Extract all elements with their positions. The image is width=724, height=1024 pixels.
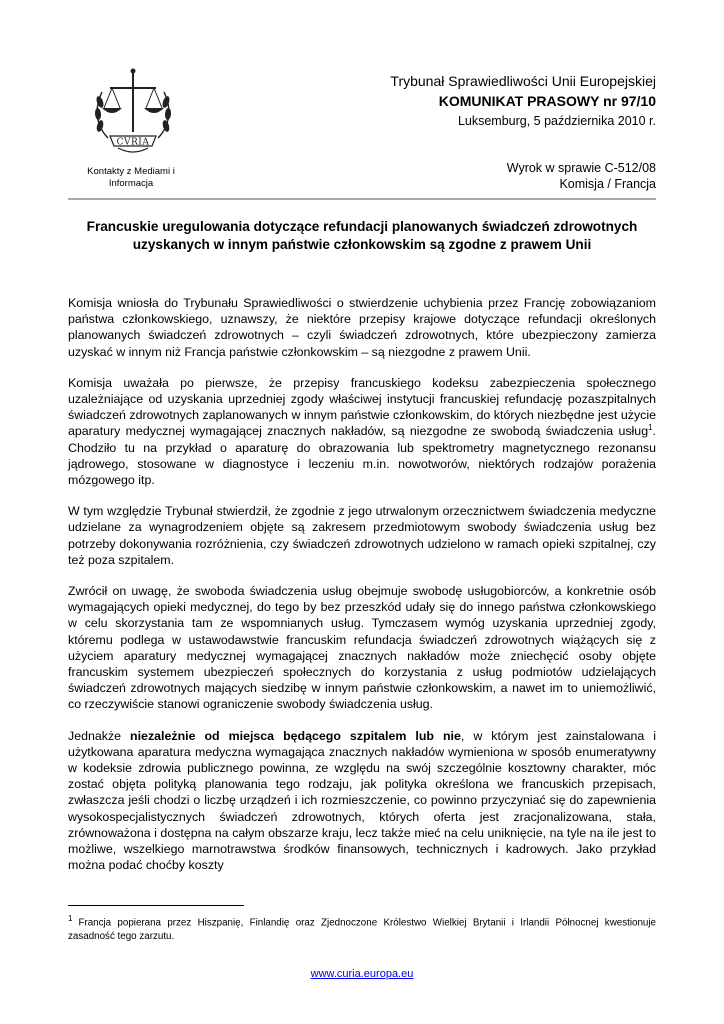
footnote-ref-1: 1 [648, 423, 653, 433]
footer [0, 968, 724, 980]
place-date: Luksemburg, 5 października 2010 r. [457, 114, 656, 128]
court-header [216, 72, 656, 130]
logo-text: CVRIA [116, 137, 150, 148]
curia-logo [88, 66, 178, 158]
curia-website-link[interactable]: www.curia.europa.eu [310, 968, 414, 980]
press-release-title: Francuskie uregulowania dotyczące refundacji planowanych świadczeń zdrowotnych uzyskanych w innym państwie członkowskim są zgodne z prawem Unii [86, 219, 638, 252]
paragraph-5-text-a: Jednakże [68, 728, 131, 743]
paragraph-2-text-b: . Chodziło tu na przykład o aparaturę do obrazowania lub spektrometry magnetycznego rezonansu jądrowego, stosowane w diagnostyce i leczeniu m.in. nowotworów, niektórych rodzajów porażenia mózgowego itp. [68, 424, 656, 488]
contact-line-2: Informacja [108, 178, 154, 189]
paragraph-4: Zwrócił on uwagę, że swoboda świadczenia usług obejmuje swobodę usługobiorców, a konkretnie osób wymagających opieki medycznej, do tego by bez przeszkód udały się do innego państwa członkowskiego w celu skorzystania tam ze wspomnianych usług. Tymczasem wymóg uzyskania uprzedniej zgody, któremu podlega w ustawodawstwie francuskim refundacja świadczeń zdrowotnych wiążących się z użyciem aparatury medycznej wymagającej znacznych nakładów może zniechęcić osoby objęte francuskim systemem ubezpieczeń społecznych do korzystania z usług podmiotów udzielających świadczeń zdrowotnych mających siedzibę w innym państwie członkowskim, a nawet im to uniemożliwić, co rzeczywiście stanowi ograniczenie swobody świadczenia usług. [68, 584, 656, 712]
paragraph-2 [68, 375, 656, 488]
paragraph-1: Komisja wniosła do Trybunału Sprawiedliwości o stwierdzenie uchybienia przez Francję zobowiązaniom państwa członkowskiego, uznawszy, że niektóre przepisy krajowe dotyczące refundacji określonych planowanych świadczeń zdrowotnych – czyli świadczeń zdrowotnych, które ubezpieczony zamierza uzyskać w innym niż Francja państwie członkowskim – są niezgodne z prawem Unii. [68, 296, 656, 359]
case-parties: Komisja / Francja [559, 177, 656, 191]
case-info [216, 160, 656, 192]
paragraph-3: W tym względzie Trybunał stwierdził, że zgodnie z jego utrwalonym orzecznictwem świadczenia medyczne udzielane za wynagrodzeniem objęte są zakresem przedmiotowym swobody świadczenia usług bez potrzeby dokonywania rozróżnienia, czy świadczeń zdrowotnych udzielono w ramach opieki szpitalnej, czy też poza szpitalem. [68, 504, 656, 567]
contact-info [72, 166, 190, 190]
paragraph-5 [68, 728, 656, 874]
paragraph-5-text-b: , w którym jest zainstalowana i użytkowana aparatura medyczna wymagająca znacznych nakładów wymieniona w sposób enumeratywny w kodeksie zdrowia publicznego powinna, ze względu na swój szczególnie kosztowny charakter, móc zostać objęta polityką planowania tego rodzaju, jak polityka określona we francuskich przepisach, zwłaszcza jeśli chodzi o liczbę urządzeń i ich rozmieszczenie, co powinno przyczyniać się do zapewnienia wysokospecjalistycznych świadczeń zdrowotnych, których oferta jest zracjonalizowana, stała, zrównoważona i dostępna na całym obszarze kraju, lecz także mieć na celu uniknięcie, na tyle na ile jest to możliwe, wszelkiego marnotrawstwa środków finansowych, technicznych i kadrowych. Jako przykład można podać choćby koszty [68, 728, 657, 873]
paragraph-2-text-a: Komisja uważała po pierwsze, że przepisy francuskiego kodeksu zabezpieczenia społecznego uzależniające od uzyskania uprzedniej zgody właściwej instytucji francuskiej refundację pozaszpitalnych świadczeń zdrowotnych zaplanowanych w innym państwie członkowskim, do których niezbędne jest użycie aparatury medycznej wymagającej znacznych nakładów, są niezgodne ze swobodą świadczenia usług [68, 375, 656, 439]
document-body [68, 295, 656, 889]
paragraph-5-bold: niezależnie od miejsca będącego szpitalem lub nie [130, 728, 461, 743]
footnote-divider [68, 905, 244, 906]
case-number: Wyrok w sprawie C-512/08 [506, 161, 656, 175]
scales-of-justice-icon [88, 66, 178, 158]
header-divider [68, 198, 656, 200]
contact-line-1: Kontakty z Mediami i [87, 166, 175, 177]
footnote-number: 1 [68, 914, 73, 923]
footnote-text: Francja popierana przez Hiszpanię, Finlandię oraz Zjednoczone Królestwo Wielkiej Brytanii i Irlandii Północnej kwestionuje zasadność tego zarzutu. [68, 917, 656, 943]
press-release-number: KOMUNIKAT PRASOWY nr 97/10 [438, 93, 656, 109]
footnote [68, 912, 656, 944]
court-name: Trybunał Sprawiedliwości Unii Europejskiej [390, 73, 656, 89]
